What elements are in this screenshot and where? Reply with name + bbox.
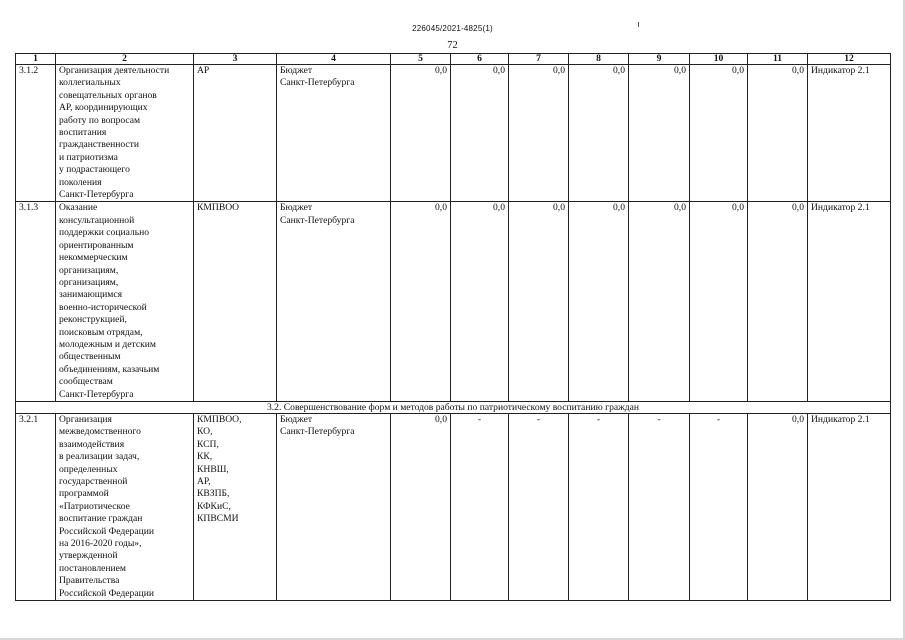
program-table: [15, 53, 891, 601]
item-funding-source: [277, 65, 391, 202]
value-cell: -: [569, 413, 629, 600]
item-funding-source: [277, 413, 391, 600]
cell-line: организациям,: [59, 276, 119, 288]
cell-line: Санкт-Петербурга: [59, 189, 134, 201]
cell-line: утвержденной: [59, 550, 118, 562]
cell-line: Санкт-Петербурга: [280, 214, 355, 226]
cell-line: военно-исторической: [59, 301, 147, 313]
value-cell: 0,0: [569, 65, 629, 202]
cell-line: Санкт-Петербурга: [59, 388, 134, 400]
column-header: 5: [391, 54, 451, 65]
cell-line: Организация деятельности: [59, 65, 170, 76]
cell-line: КМПВОО: [197, 202, 240, 214]
cell-line: Оказание: [59, 202, 98, 214]
column-header: 8: [569, 54, 629, 65]
value-cell: -: [690, 413, 748, 600]
cell-line: государственной: [59, 476, 128, 487]
cell-line: реконструкцией,: [59, 314, 127, 326]
value-cell: 0,0: [509, 202, 569, 402]
item-code: 3.1.3: [16, 202, 56, 402]
cell-line: некоммерческим: [59, 252, 128, 264]
document-number: 226045/2021-4825(1): [412, 24, 493, 33]
value-cell: 0,0: [451, 65, 509, 202]
cell-line: Бюджет: [280, 202, 313, 214]
cell-line: Санкт-Петербурга: [280, 77, 355, 89]
cell-line: АР: [197, 65, 210, 76]
cell-line: воспитания: [59, 127, 107, 139]
cell-line: занимающимся: [59, 289, 123, 301]
item-executor: [194, 202, 277, 402]
cell-line: Бюджет: [280, 65, 313, 76]
cell-line: определенных: [59, 463, 118, 475]
item-name: [56, 202, 194, 402]
cell-line: Организация: [59, 413, 112, 425]
cell-line: поисковым отрядам,: [59, 326, 143, 338]
cell-line: КВЗПБ,: [197, 488, 230, 500]
column-header: 11: [748, 54, 808, 65]
cell-line: КСП,: [197, 438, 219, 450]
cell-line: КМПВОО,: [197, 413, 242, 425]
value-cell: -: [509, 413, 569, 600]
column-header: 6: [451, 54, 509, 65]
value-cell: 0,0: [391, 65, 451, 202]
table-row: [16, 413, 891, 600]
cell-line: Правительства: [59, 575, 120, 587]
value-cell: -: [451, 413, 509, 600]
cell-line: КФКиС,: [197, 500, 231, 512]
cell-line: Российской Федерации: [59, 587, 154, 599]
cell-line: АР, координирующих: [59, 102, 148, 114]
column-header: 9: [629, 54, 690, 65]
cell-line: работу по вопросам: [59, 114, 141, 126]
value-cell: 0,0: [690, 65, 748, 202]
table-row: [16, 202, 891, 402]
cell-line: КО,: [197, 426, 213, 438]
item-executor: [194, 65, 277, 202]
value-cell: 0,0: [509, 65, 569, 202]
cell-line: совещательных органов: [59, 89, 157, 101]
value-cell: 0,0: [391, 413, 451, 600]
cell-line: «Патриотическое: [59, 500, 130, 512]
cell-line: в реализации задач,: [59, 451, 140, 463]
item-executor: [194, 413, 277, 600]
cell-line: КНВШ,: [197, 463, 229, 475]
scan-mark: [638, 22, 639, 27]
page-number: 72: [447, 40, 458, 51]
cell-line: КПВСМИ: [197, 513, 239, 525]
table-row: [16, 65, 891, 202]
item-indicator: Индикатор 2.1: [808, 202, 891, 402]
cell-line: коллегиальных: [59, 77, 121, 89]
cell-line: Российской Федерации: [59, 525, 154, 537]
cell-line: межведомственного: [59, 426, 141, 438]
cell-line: на 2016-2020 годы»,: [59, 538, 142, 550]
item-code: 3.2.1: [16, 413, 56, 600]
value-cell: 0,0: [569, 202, 629, 402]
cell-line: Санкт-Петербурга: [280, 426, 355, 438]
column-header: 3: [194, 54, 277, 65]
item-indicator: Индикатор 2.1: [808, 65, 891, 202]
item-indicator: Индикатор 2.1: [808, 413, 891, 600]
value-cell: 0,0: [629, 65, 690, 202]
cell-line: постановлением: [59, 562, 126, 574]
cell-line: воспитание граждан: [59, 513, 143, 525]
cell-line: и патриотизма: [59, 151, 118, 163]
value-cell: 0,0: [748, 413, 808, 600]
value-cell: 0,0: [391, 202, 451, 402]
column-header: 1: [16, 54, 56, 65]
item-code: 3.1.2: [16, 65, 56, 202]
cell-line: взаимодействия: [59, 438, 125, 450]
section-title: 3.2. Совершенствование форм и методов работы по патриотическому воспитанию граждан: [16, 401, 891, 413]
cell-line: программой: [59, 488, 109, 500]
cell-line: ориентированным: [59, 239, 134, 251]
cell-line: молодежным и детским: [59, 338, 156, 350]
cell-line: гражданственности: [59, 139, 139, 151]
item-name: [56, 413, 194, 600]
value-cell: 0,0: [690, 202, 748, 402]
value-cell: 0,0: [451, 202, 509, 402]
value-cell: 0,0: [748, 65, 808, 202]
value-cell: 0,0: [629, 202, 690, 402]
column-header: 7: [509, 54, 569, 65]
cell-line: консультационной: [59, 214, 135, 226]
cell-line: КК,: [197, 451, 213, 463]
value-cell: 0,0: [748, 202, 808, 402]
cell-line: общественным: [59, 351, 121, 363]
cell-line: Бюджет: [280, 413, 313, 425]
column-header: 4: [277, 54, 391, 65]
section-row: [16, 401, 891, 413]
value-cell: -: [629, 413, 690, 600]
cell-line: сообществам: [59, 376, 113, 388]
item-name: [56, 65, 194, 202]
item-funding-source: [277, 202, 391, 402]
column-header: 12: [808, 54, 891, 65]
cell-line: АР,: [197, 476, 211, 487]
cell-line: поддержки социально: [59, 227, 150, 239]
column-number-row: [16, 54, 891, 65]
cell-line: у подрастающего: [59, 164, 130, 176]
cell-line: организациям,: [59, 264, 119, 276]
cell-line: поколения: [59, 176, 102, 188]
cell-line: объединениям, казачьим: [59, 363, 160, 375]
column-header: 10: [690, 54, 748, 65]
column-header: 2: [56, 54, 194, 65]
